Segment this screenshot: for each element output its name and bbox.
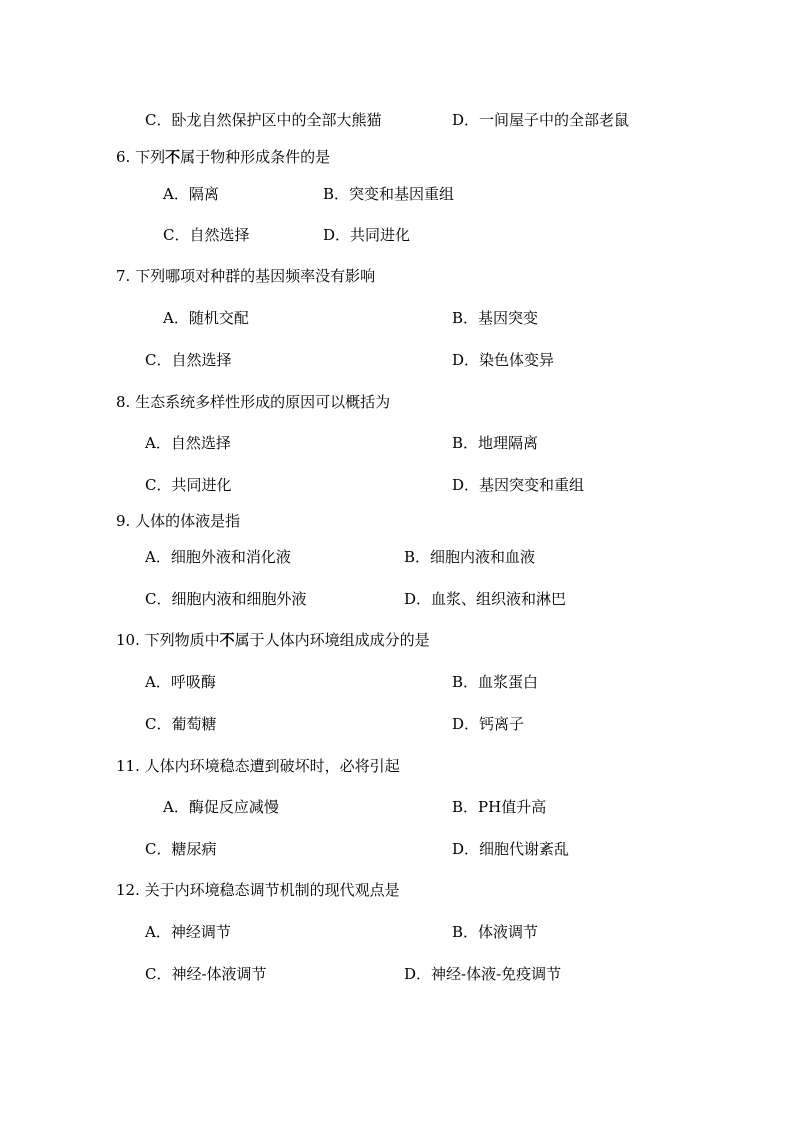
q7-stem: 7. 下列哪项对种群的基因频率没有影响 xyxy=(116,267,376,285)
q11-option-a: A．酶促反应减慢 xyxy=(163,798,279,816)
q6-option-b: B．突变和基因重组 xyxy=(323,185,455,203)
q7-option-c: C．自然选择 xyxy=(145,351,232,369)
q12-option-d: D．神经-体液-免疫调节 xyxy=(404,965,562,983)
q10-stem-part1: 下列物质中 xyxy=(144,631,220,649)
q7-option-b: B．基因突变 xyxy=(452,309,539,327)
q10-option-a: A．呼吸酶 xyxy=(145,673,216,691)
q8-option-c: C．共同进化 xyxy=(145,476,232,494)
q6-stem-emphasis: 不 xyxy=(165,148,181,166)
q12-option-a: A．神经调节 xyxy=(145,923,231,941)
q9-option-b: B．细胞内液和血液 xyxy=(404,548,536,566)
q6-option-d: D．共同进化 xyxy=(323,226,411,244)
q8-option-d: D．基因突变和重组 xyxy=(452,476,585,494)
q10-option-b: B．血浆蛋白 xyxy=(452,673,539,691)
q6-stem xyxy=(116,148,330,166)
q6-option-a: A．隔离 xyxy=(163,185,219,203)
q9-option-d: D．血浆、组织液和淋巴 xyxy=(404,590,567,608)
q7-option-d: D．染色体变异 xyxy=(452,351,555,369)
q12-stem: 12. 关于内环境稳态调节机制的现代观点是 xyxy=(116,881,400,899)
q9-stem: 9. 人体的体液是指 xyxy=(116,512,241,530)
q11-stem: 11. 人体内环境稳态遭到破坏时，必将引起 xyxy=(116,757,400,775)
q10-option-c: C．葡萄糖 xyxy=(145,715,217,733)
q9-option-c: C．细胞内液和细胞外液 xyxy=(145,590,307,608)
q5-option-c: C．卧龙自然保护区中的全部大熊猫 xyxy=(145,111,382,129)
q10-option-d: D．钙离子 xyxy=(452,715,525,733)
q11-option-c: C．糖尿病 xyxy=(145,840,217,858)
q10-stem xyxy=(116,631,430,649)
q9-option-a: A．细胞外液和消化液 xyxy=(145,548,291,566)
q6-number: 6. xyxy=(116,148,131,166)
q12-option-b: B．体液调节 xyxy=(452,923,539,941)
q8-option-a: A．自然选择 xyxy=(145,434,231,452)
q6-option-c: C．自然选择 xyxy=(163,226,250,244)
q6-stem-part1: 下列 xyxy=(135,148,166,166)
q7-option-a: A．随机交配 xyxy=(163,309,249,327)
q8-option-b: B．地理隔离 xyxy=(452,434,539,452)
q11-option-b: B．PH值升高 xyxy=(452,798,547,816)
q10-number: 10. xyxy=(116,631,140,649)
q10-stem-emphasis: 不 xyxy=(219,631,235,649)
q12-option-c: C．神经-体液调节 xyxy=(145,965,267,983)
q8-stem: 8. 生态系统多样性形成的原因可以概括为 xyxy=(116,393,391,411)
q6-stem-part2: 属于物种形成条件的是 xyxy=(180,148,331,166)
q5-option-d: D．一间屋子中的全部老鼠 xyxy=(452,111,630,129)
q11-option-d: D．细胞代谢紊乱 xyxy=(452,840,570,858)
q10-stem-part2: 属于人体内环境组成成分的是 xyxy=(234,631,430,649)
